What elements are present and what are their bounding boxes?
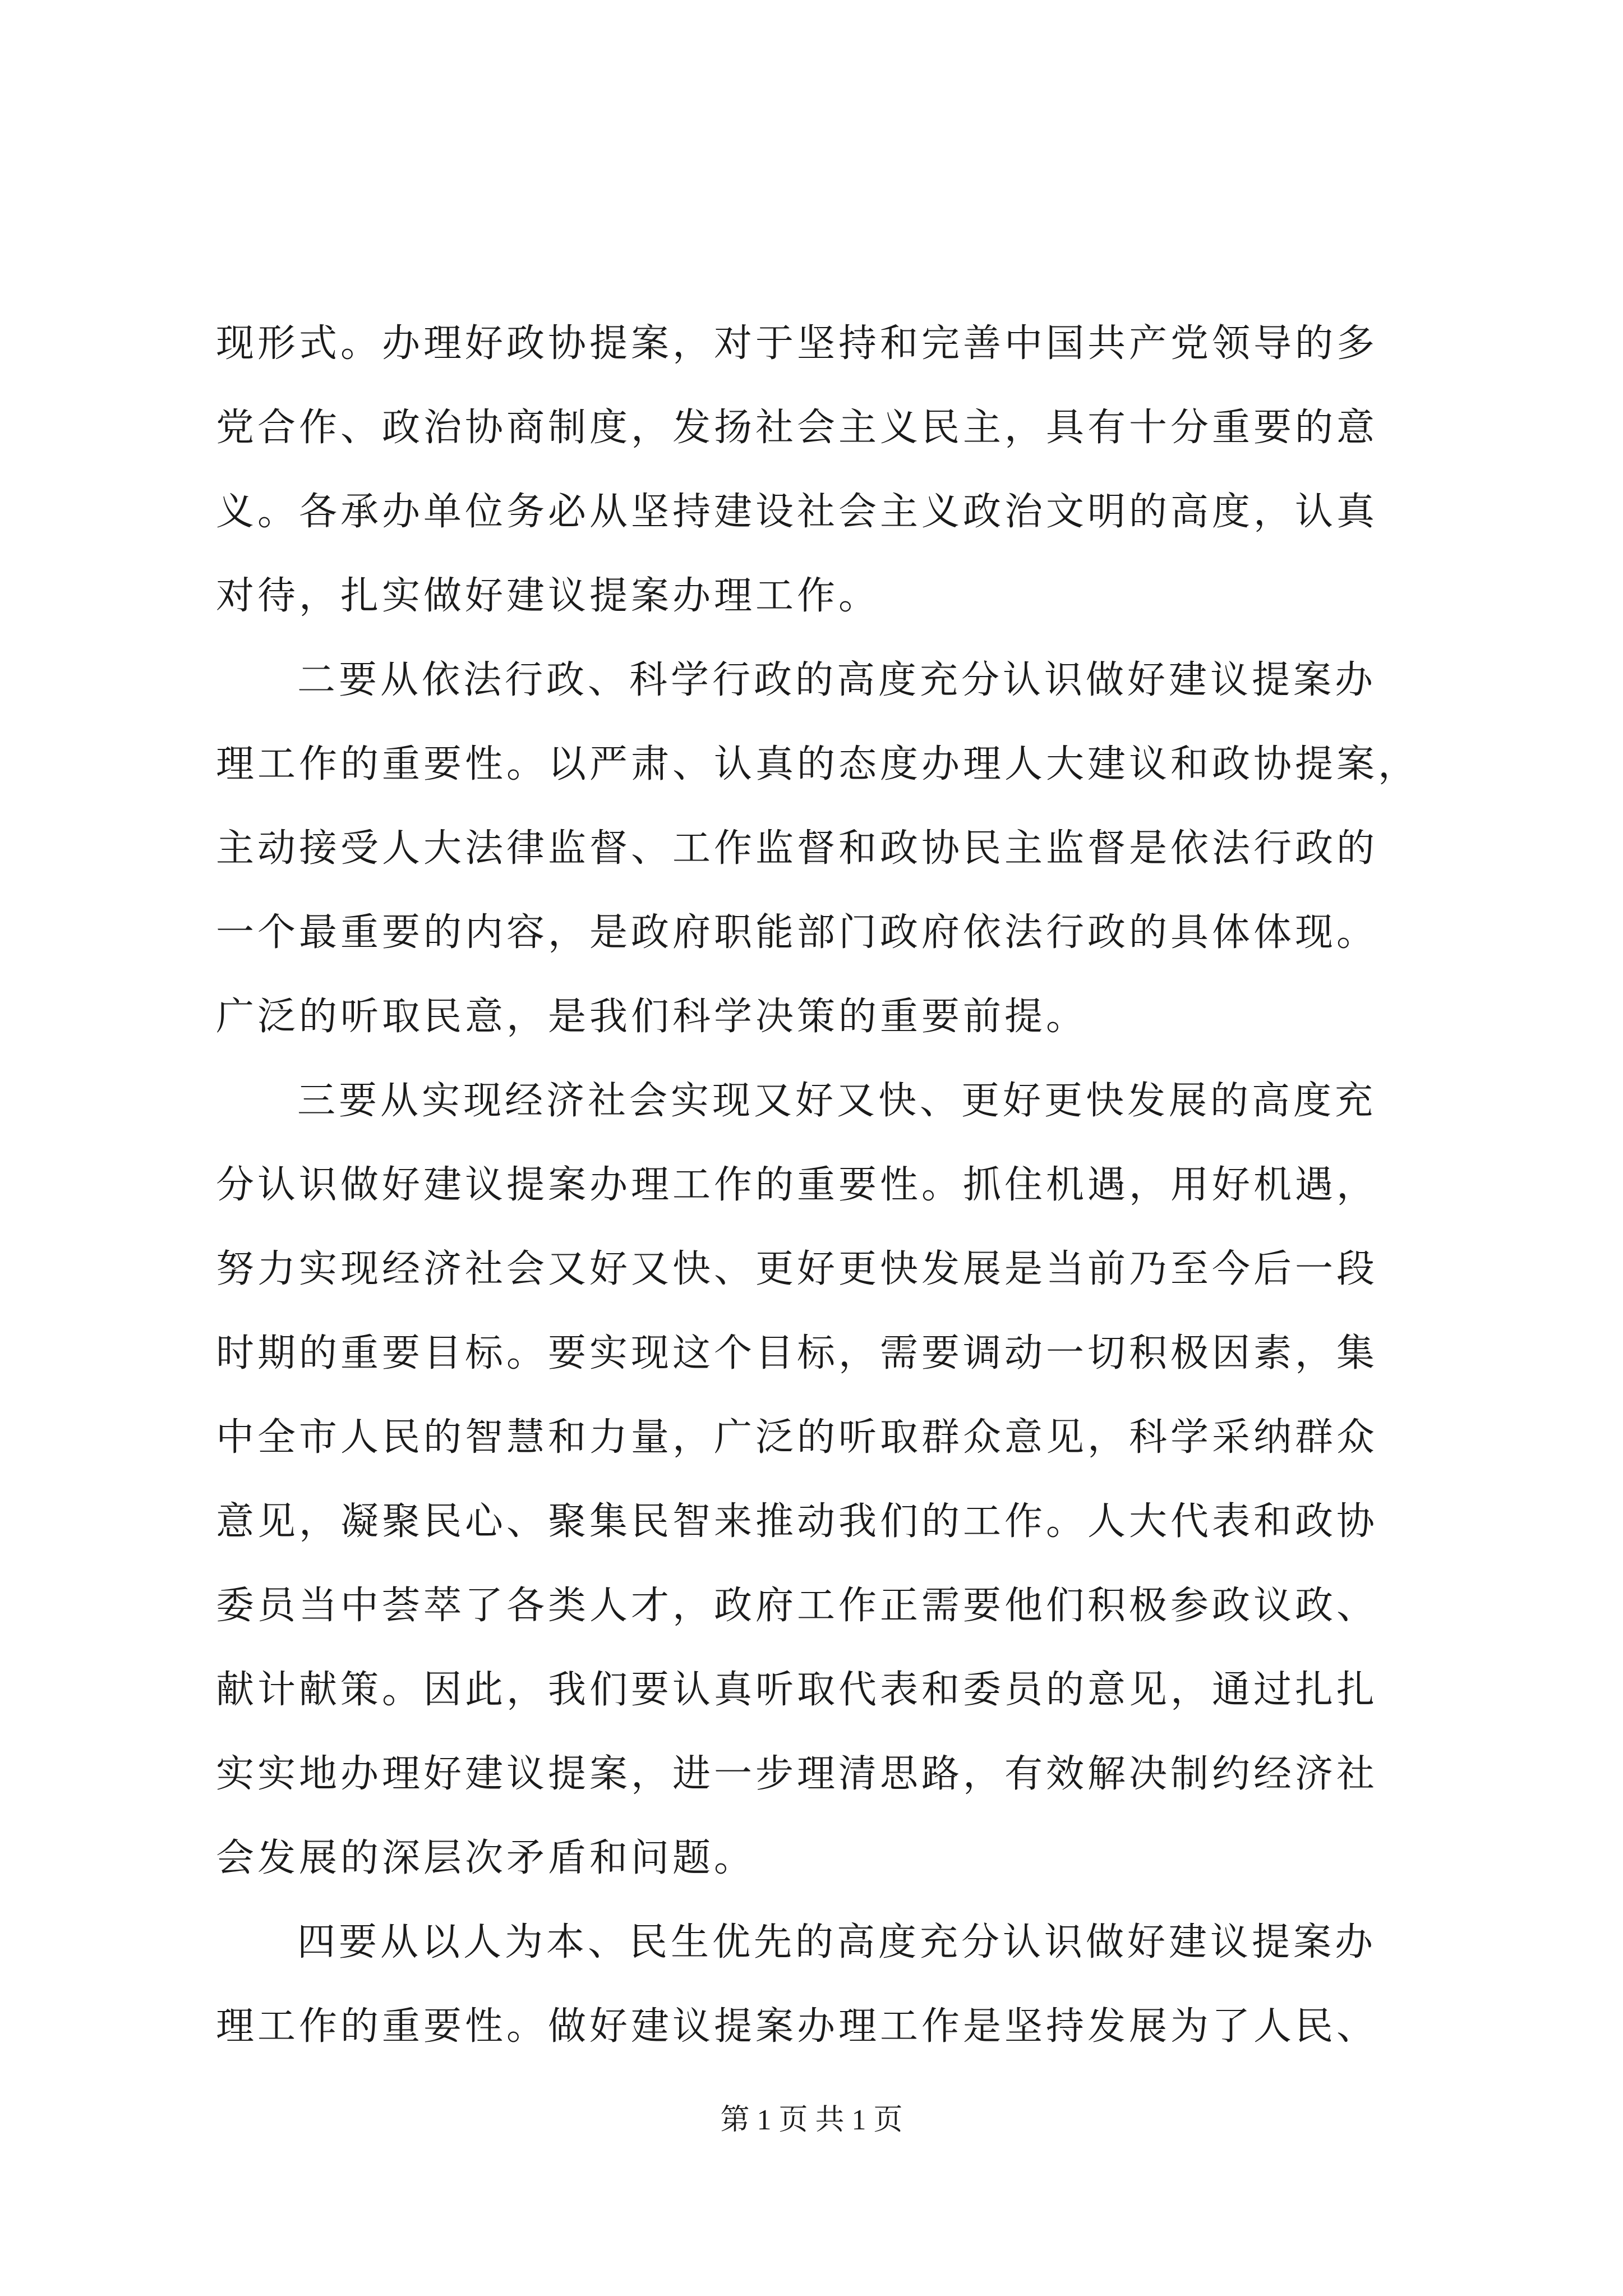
- paragraph-start-line: 四要从以人为本、民生优先的高度充分认识做好建议提案办: [297, 1920, 1377, 1964]
- text-line: 一个最重要的内容，是政府职能部门政府依法行政的具体体现。: [216, 910, 1378, 955]
- document-body: [216, 302, 1427, 2069]
- text-line: 献计献策。因此，我们要认真听取代表和委员的意见，通过扎扎: [216, 1668, 1378, 1712]
- text-line: 义。各承办单位务必从坚持建设社会主义政治文明的高度，认真: [216, 490, 1378, 534]
- text-line: 党合作、政治协商制度，发扬社会主义民主，具有十分重要的意: [216, 406, 1378, 450]
- text-line: 理工作的重要性。以严肃、认真的态度办理人大建议和政协提案，: [216, 742, 1420, 786]
- paragraph-start-line: 二要从依法行政、科学行政的高度充分认识做好建议提案办: [297, 658, 1377, 702]
- text-line: 分认识做好建议提案办理工作的重要性。抓住机遇，用好机遇，: [216, 1163, 1378, 1207]
- text-line: 时期的重要目标。要实现这个目标，需要调动一切积极因素，集: [216, 1331, 1378, 1375]
- text-line: 主动接受人大法律监督、工作监督和政协民主监督是依法行政的: [216, 826, 1378, 871]
- text-line: 对待，扎实做好建议提案办理工作。: [216, 574, 880, 618]
- text-line: 努力实现经济社会又好又快、更好更快发展是当前乃至今后一段: [216, 1247, 1378, 1291]
- text-line: 委员当中荟萃了各类人才，政府工作正需要他们积极参政议政、: [216, 1584, 1378, 1628]
- text-line: 实实地办理好建议提案，进一步理清思路，有效解决制约经济社: [216, 1752, 1378, 1796]
- text-line: 会发展的深层次矛盾和问题。: [216, 1836, 756, 1880]
- text-line: 意见，凝聚民心、聚集民智来推动我们的工作。人大代表和政协: [216, 1499, 1378, 1544]
- text-line: 现形式。办理好政协提案，对于坚持和完善中国共产党领导的多: [216, 321, 1378, 366]
- text-line: 中全市人民的智慧和力量，广泛的听取群众意见，科学采纳群众: [216, 1415, 1378, 1460]
- page-footer: 第 1 页 共 1 页: [720, 2104, 903, 2136]
- text-line: 广泛的听取民意，是我们科学决策的重要前提。: [216, 995, 1088, 1039]
- text-line: 理工作的重要性。做好建议提案办理工作是坚持发展为了人民、: [216, 2004, 1378, 2049]
- paragraph-start-line: 三要从实现经济社会实现又好又快、更好更快发展的高度充: [297, 1079, 1377, 1123]
